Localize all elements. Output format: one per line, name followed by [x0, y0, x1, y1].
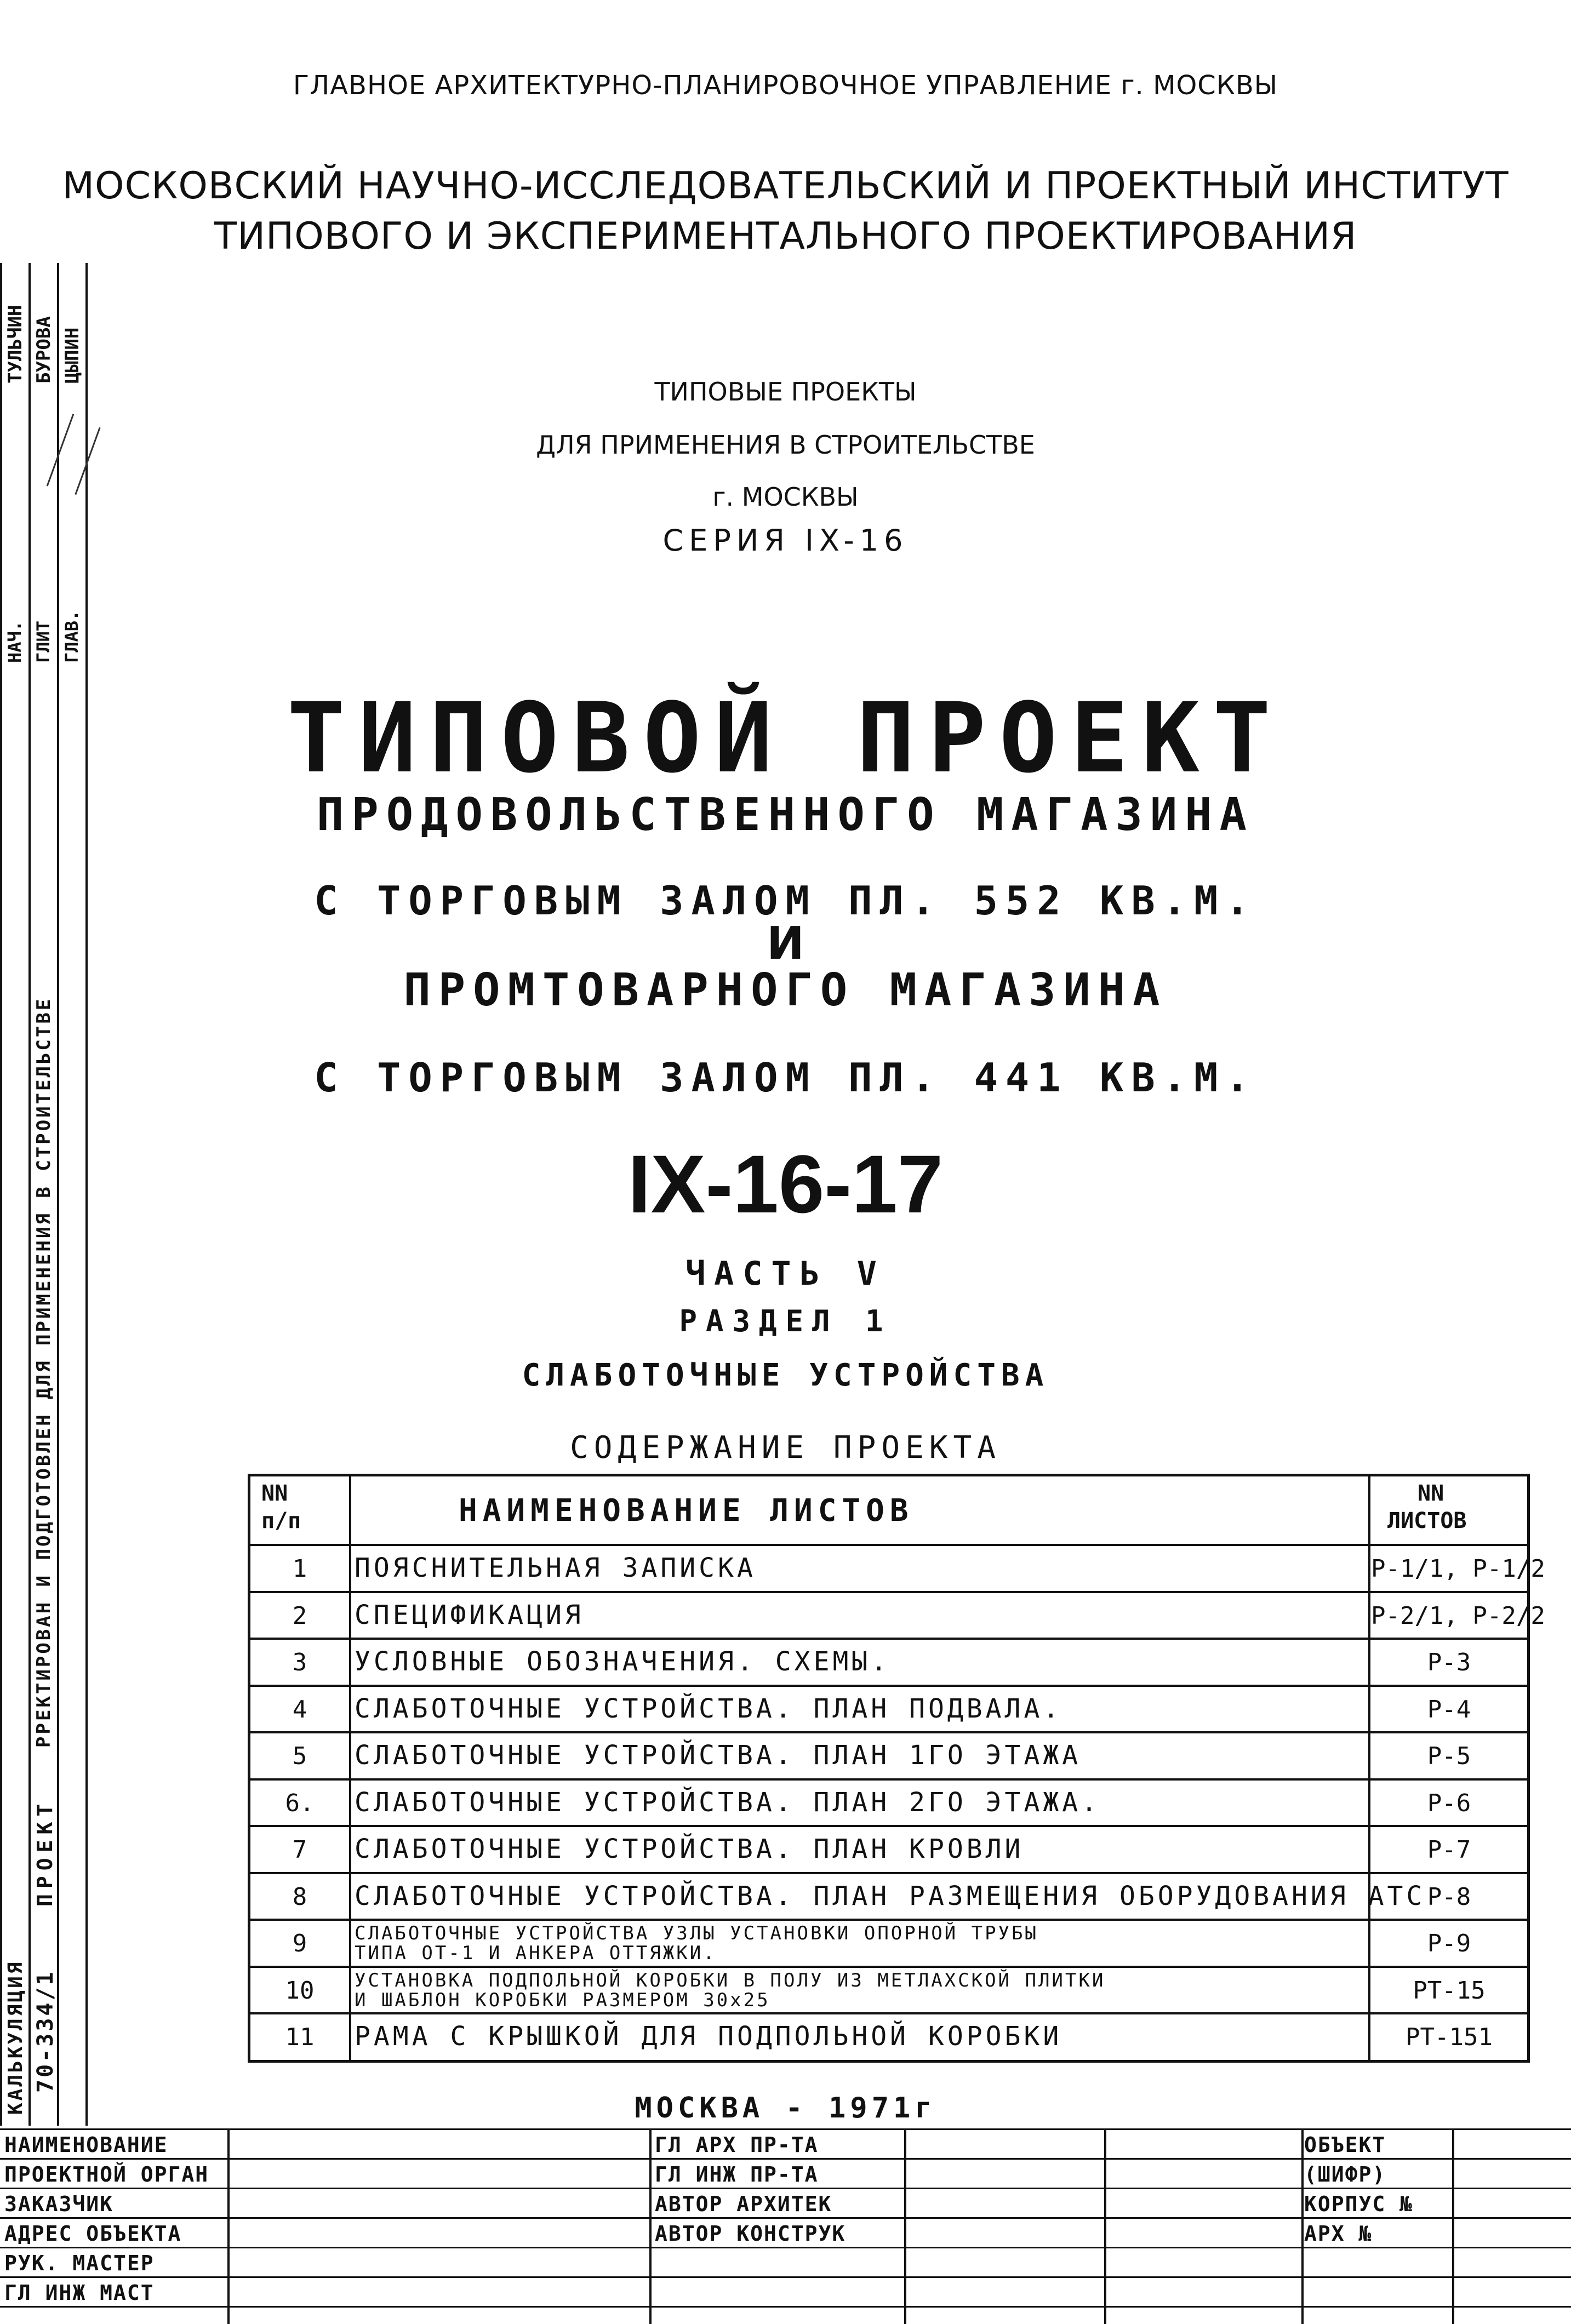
row-divider [250, 1544, 1527, 1546]
side-vertical-note: РРЕКТИРОВАН И ПОДГОТОВЛЕН ДЛЯ ПРИМЕНЕНИЯ В СТРОИТЕЛЬСТВЕ [33, 997, 55, 1748]
title-block-row-line [0, 2158, 1571, 2160]
contents-title: СОДЕРЖАНИЕ ПРОЕКТА [570, 1430, 1001, 1466]
title-block-left-label: РУК. МАСТЕР [4, 2251, 155, 2275]
institute-line1: МОСКОВСКИЙ НАУЧНО-ИССЛЕДОВАТЕЛЬСКИЙ И ПРОЕКТНЫЙ ИНСТИТУТ [62, 164, 1509, 208]
page-title: ТИПОВОЙ ПРОЕКТ [287, 682, 1284, 794]
row-divider [250, 2012, 1527, 2014]
row-name: РАМА С КРЫШКОЙ ДЛЯ ПОДПОЛЬНОЙ КОРОБКИ [355, 2021, 1062, 2052]
col-num-header-2: п/п [261, 1508, 301, 1533]
row-name-line1: УСТАНОВКА ПОДПОЛЬНОЙ КОРОБКИ В ПОЛУ ИЗ МЕТЛАХСКОЙ ПЛИТКИ [355, 1969, 1106, 1991]
series-line3: г. МОСКВЫ [712, 482, 859, 512]
row-divider [250, 1591, 1527, 1593]
row-divider [250, 1685, 1527, 1687]
city-year: МОСКВА - 1971г [635, 2092, 936, 2125]
row-number: 8 [292, 1882, 307, 1911]
series-line1: ТИПОВЫЕ ПРОЕКТЫ [654, 377, 917, 407]
row-sheet: Р-5 [1427, 1742, 1471, 1770]
row-sheet: Р-8 [1427, 1882, 1471, 1911]
institute-line2: ТИПОВОГО И ЭКСПЕРИМЕНТАЛЬНОГО ПРОЕКТИРОВАНИЯ [214, 215, 1357, 258]
title-line3: ПРОМТОВАРНОГО МАГАЗИНА [403, 964, 1168, 1016]
title-block-right-label: ОБЪЕКТ [1304, 2133, 1386, 2157]
row-sheet: Р-9 [1427, 1930, 1471, 1957]
strip-border [85, 263, 88, 2126]
col-sheet-header-2: ЛИСТОВ [1387, 1508, 1467, 1533]
org-top: ГЛАВНОЕ АРХИТЕКТУРНО-ПЛАНИРОВОЧНОЕ УПРАВЛЕНИЕ г. МОСКВЫ [293, 70, 1278, 101]
row-name: СЛАБОТОЧНЫЕ УСТРОЙСТВА. ПЛАН РАЗМЕЩЕНИЯ ОБОРУДОВАНИЯ АТС [355, 1880, 1426, 1911]
row-sheet: Р-1/1, Р-1/2 [1371, 1555, 1545, 1583]
row-name-line2: ТИПА ОТ-1 И АНКЕРА ОТТЯЖКИ. [355, 1942, 717, 1964]
section-label: РАЗДЕЛ 1 [679, 1304, 892, 1338]
title-conj: И [767, 918, 804, 970]
side-name-3: ЦЫПИН [61, 327, 83, 383]
title-block-middle-label: АВТОР КОНСТРУК [655, 2222, 846, 2246]
row-number: 10 [285, 1976, 315, 2005]
row-number: 4 [292, 1695, 307, 1724]
title-block-left-label: ГЛ ИНЖ МАСТ [4, 2281, 155, 2305]
row-name: ПОЯСНИТЕЛЬНАЯ ЗАПИСКА [355, 1553, 756, 1583]
side-project-label: ПРОЕКТ [33, 1798, 57, 1907]
row-divider [250, 1825, 1527, 1827]
row-name: СЛАБОТОЧНЫЕ УСТРОЙСТВА. ПЛАН ПОДВАЛА. [355, 1693, 1062, 1724]
title-block-right-label: (ШИФР) [1304, 2162, 1386, 2186]
title-block-row-line [0, 2247, 1571, 2248]
row-number: 7 [292, 1836, 307, 1864]
title-block-left-label: АДРЕС ОБЪЕКТА [4, 2222, 182, 2246]
row-name: СПЕЦИФИКАЦИЯ [355, 1599, 584, 1630]
title-block-left-label: ПРОЕКТНОЙ ОРГАН [4, 2162, 209, 2186]
side-name-1: ТУЛЬЧИН [4, 305, 26, 383]
side-role-1: НАЧ. [4, 620, 25, 663]
row-sheet: РТ-15 [1413, 1976, 1486, 2005]
strip-divider [28, 263, 31, 2126]
row-sheet: Р-3 [1427, 1648, 1471, 1676]
row-sheet: Р-2/1, Р-2/2 [1371, 1601, 1545, 1630]
row-divider [250, 1872, 1527, 1874]
title-block-row-line [0, 2276, 1571, 2278]
row-sheet: Р-6 [1427, 1789, 1471, 1817]
row-divider [250, 1778, 1527, 1781]
col-sheet-header-1: NN [1418, 1481, 1444, 1506]
row-name-line1: СЛАБОТОЧНЫЕ УСТРОЙСТВА УЗЛЫ УСТАНОВКИ ОПОРНОЙ ТРУБЫ [355, 1922, 1038, 1944]
title-line1: ПРОДОВОЛЬСТВЕННОГО МАГАЗИНА [317, 789, 1254, 841]
side-role-3: ГЛАВ. [61, 610, 82, 663]
row-number: 1 [292, 1555, 307, 1583]
series-label: СЕРИЯ IX-16 [662, 523, 909, 558]
row-number: 3 [292, 1648, 307, 1676]
strip-border [0, 263, 2, 2126]
row-divider [250, 1919, 1527, 1921]
title-block-right-label: КОРПУС № [1304, 2192, 1414, 2216]
row-number: 9 [292, 1930, 307, 1957]
row-divider [250, 1966, 1527, 1968]
strip-divider [57, 263, 59, 2126]
side-name-2: БУРОВА [33, 316, 55, 383]
side-role-2: ГЛИТ [33, 620, 54, 663]
title-block-row-line [0, 2217, 1571, 2219]
title-block-row-line [0, 2188, 1571, 2189]
title-line4: С ТОРГОВЫМ ЗАЛОМ ПЛ. 441 КВ.М. [314, 1055, 1257, 1101]
title-block-left-label: НАИМЕНОВАНИЕ [4, 2133, 168, 2157]
row-divider [250, 1731, 1527, 1733]
title-block-middle-label: АВТОР АРХИТЕК [655, 2192, 832, 2216]
row-number: 5 [292, 1742, 307, 1770]
part-label: ЧАСТЬ V [685, 1255, 886, 1293]
section-name: СЛАБОТОЧНЫЕ УСТРОЙСТВА [522, 1358, 1049, 1393]
table-divider [1368, 1476, 1370, 2060]
title-line2: С ТОРГОВЫМ ЗАЛОМ ПЛ. 552 КВ.М. [314, 878, 1257, 924]
row-number: 11 [285, 2023, 315, 2051]
project-code: IX-16-17 [627, 1138, 944, 1230]
row-name: СЛАБОТОЧНЫЕ УСТРОЙСТВА. ПЛАН 1ГО ЭТАЖА [355, 1740, 1082, 1771]
title-block [0, 2128, 1571, 2324]
row-number: 6. [285, 1789, 315, 1817]
contents-table [248, 1474, 1545, 2063]
row-sheet: РТ-151 [1406, 2023, 1493, 2051]
title-block-middle-label: ГЛ ИНЖ ПР-ТА [655, 2162, 819, 2186]
series-line2: ДЛЯ ПРИМЕНЕНИЯ В СТРОИТЕЛЬСТВЕ [536, 430, 1035, 460]
row-sheet: Р-4 [1427, 1695, 1471, 1724]
row-divider [250, 1638, 1527, 1640]
title-block-right-label: АРХ № [1304, 2222, 1373, 2246]
row-name-line2: И ШАБЛОН КОРОБКИ РАЗМЕРОМ 30х25 [355, 1989, 770, 2011]
side-calc-num: 70-334/1 [33, 1970, 58, 2093]
title-block-left-label: ЗАКАЗЧИК [4, 2192, 114, 2216]
row-name: УСЛОВНЫЕ ОБОЗНАЧЕНИЯ. СХЕМЫ. [355, 1646, 890, 1677]
row-sheet: Р-7 [1427, 1836, 1471, 1864]
table-divider [349, 1476, 351, 2060]
title-block-middle-label: ГЛ АРХ ПР-ТА [655, 2133, 819, 2157]
row-number: 2 [292, 1601, 307, 1630]
row-name: СЛАБОТОЧНЫЕ УСТРОЙСТВА. ПЛАН 2ГО ЭТАЖА. [355, 1787, 1101, 1818]
title-block-row-line [0, 2306, 1571, 2308]
title-block-border [0, 2128, 1571, 2130]
row-name: СЛАБОТОЧНЫЕ УСТРОЙСТВА. ПЛАН КРОВЛИ [355, 1834, 1024, 1864]
side-calc-label: КАЛЬКУЛЯЦИЯ [4, 1960, 27, 2115]
col-num-header-1: NN [261, 1481, 288, 1506]
col-name-header: НАИМЕНОВАНИЕ ЛИСТОВ [459, 1493, 914, 1529]
